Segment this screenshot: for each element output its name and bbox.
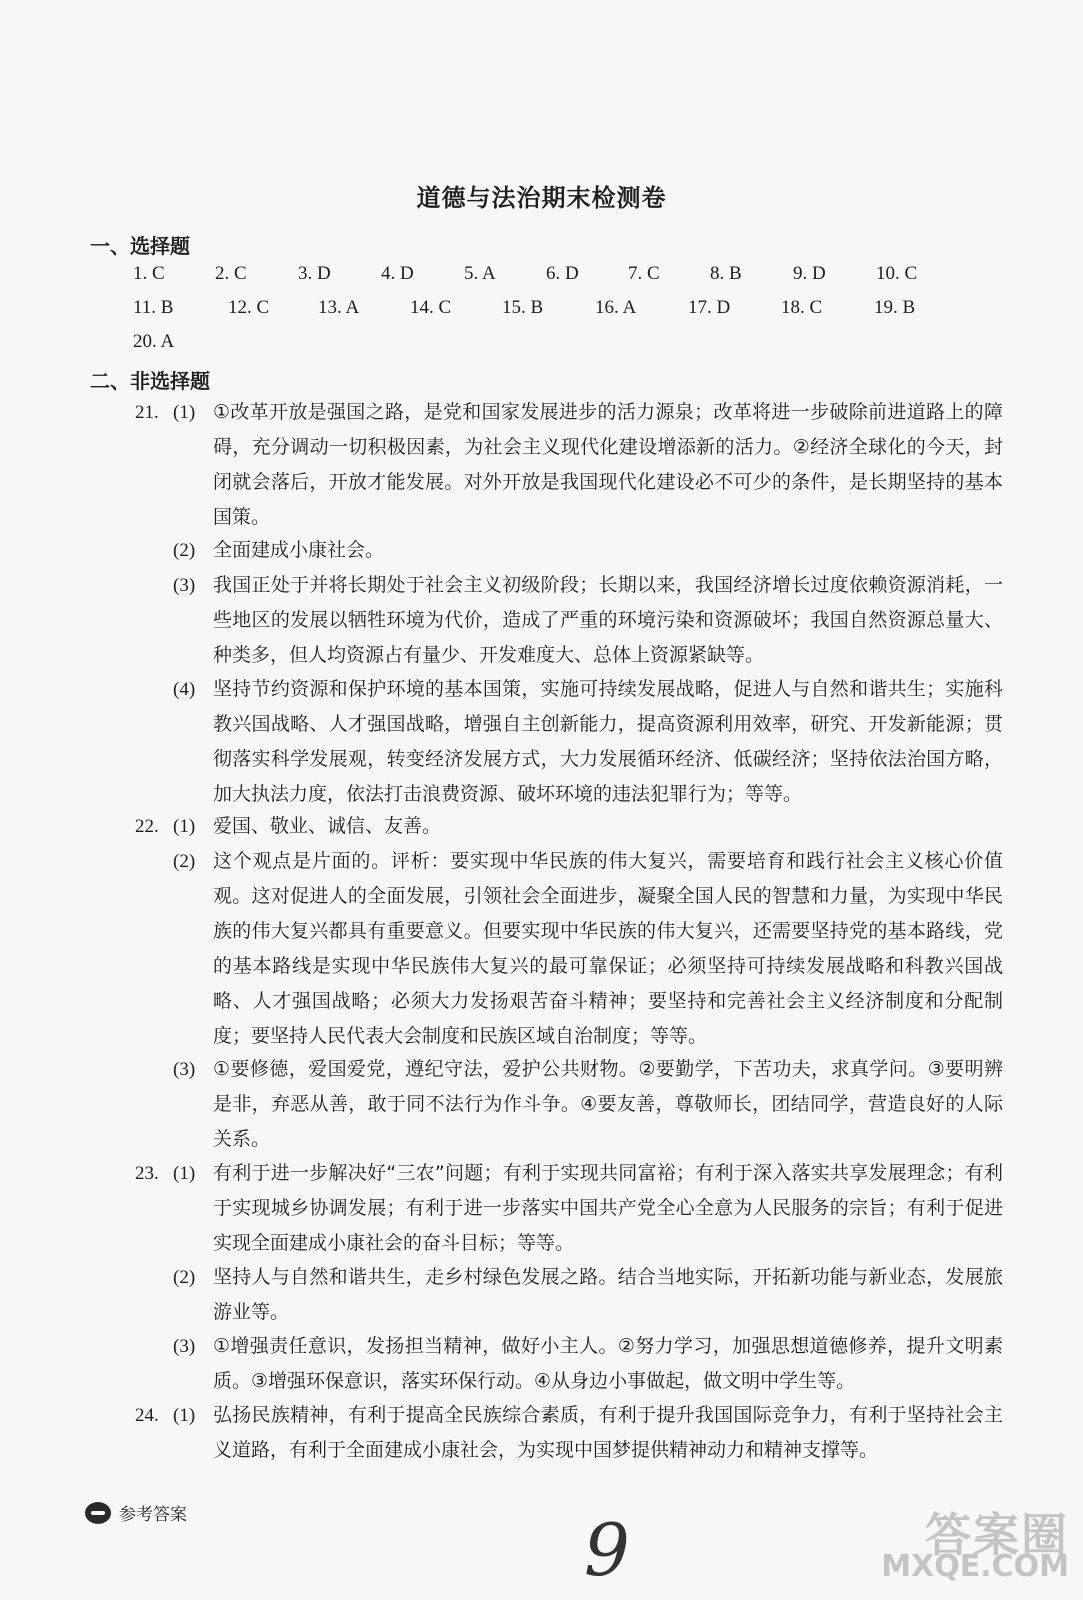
answer-text: ①改革开放是强国之路，是党和国家发展进步的活力源泉；改革将进一步破除前进道路上的障碍，充分调动一切积极因素，为社会主义现代化建设增添新的活力。②经济全球化的今天，封闭就会落后，开放才能发展。对外开放是我国现代化建设必不可少的条件，是长期坚持的基本国策。 [213, 401, 1003, 528]
answer-text: 爱国、敬业、诚信、友善。 [213, 815, 442, 837]
choice-answer: 8. B [710, 263, 742, 284]
footer [85, 1500, 187, 1525]
choice-answer: 12. C [228, 297, 270, 318]
answer-text: ①要修德，爱国爱党，遵纪守法，爱护公共财物。②要勤学，下苦功夫，求真学问。③要明辨是非，弃恶从善，敢于同不法行为作斗争。④要友善，尊敬师长，团结同学，营造良好的人际关系。 [213, 1058, 1003, 1150]
choice-answer: 15. B [502, 297, 544, 318]
choice-answer: 18. C [781, 297, 823, 318]
choice-answer: 5. A [464, 263, 496, 284]
answer-text: 坚持人与自然和谐共生，走乡村绿色发展之路。结合当地实际，开拓新功能与新业态，发展旅游业等。 [213, 1266, 1003, 1323]
watermark-en: MXQE.COM [881, 1549, 1069, 1584]
sub-label: (3) [173, 1059, 196, 1080]
question-number-21: 21. [135, 402, 159, 423]
sub-label: (1) [173, 1163, 196, 1184]
choice-answer: 13. A [318, 297, 360, 318]
sub-label: (1) [173, 1405, 196, 1426]
sub-label: (3) [173, 575, 196, 596]
page-title: 道德与法治期末检测卷 [416, 184, 667, 212]
choice-answer: 17. D [688, 297, 731, 318]
choice-answer: 11. B [133, 297, 174, 318]
choice-answer: 6. D [546, 263, 579, 284]
choice-answer: 3. D [298, 263, 331, 284]
choice-answer: 4. D [381, 263, 414, 284]
choice-answer: 16. A [595, 297, 637, 318]
answer-text: 坚持节约资源和保护环境的基本国策，实施可持续发展战略，促进人与自然和谐共生；实施科教兴国战略、人才强国战略，增强自主创新能力，提高资源利用效率，研究、开发新能源；贯彻落实科学发展观，转变经济发展方式，大力发展循环经济、低碳经济；坚持依法治国方略，加大执法力度，依法打击浪费资源、破坏环境的违法犯罪行为；等等。 [213, 678, 1003, 805]
sub-label: (2) [173, 540, 196, 561]
choice-answer: 20. A [133, 331, 175, 352]
choice-answer: 19. B [874, 297, 916, 318]
question-number-23: 23. [135, 1163, 159, 1184]
question-number-22: 22. [135, 816, 159, 837]
sub-label: (1) [173, 402, 196, 423]
answer-text: ①增强责任意识，发扬担当精神，做好小主人。②努力学习，加强思想道德修养，提升文明素质。③增强环保意识，落实环保行动。④从身边小事做起，做文明中学生等。 [213, 1335, 1003, 1392]
watermark-cn: 答案圈 [925, 1508, 1069, 1562]
answer-text: 这个观点是片面的。评析：要实现中华民族的伟大复兴，需要培育和践行社会主义核心价值观。这对促进人的全面发展，引领社会全面进步，凝聚全国人民的智慧和力量，为实现中华民族的伟大复兴都具有重要意义。但要实现中华民族的伟大复兴，还需要坚持党的基本路线，党的基本路线是实现中华民族伟大复兴的最可靠保证；必须坚持可持续发展战略和科教兴国战略、人才强国战略；必须大力发扬艰苦奋斗精神；要坚持和完善社会主义经济制度和分配制度；要坚持人民代表大会制度和民族区域自治制度；等等。 [213, 850, 1003, 1047]
sub-label: (1) [173, 816, 196, 837]
choice-answer: 9. D [793, 263, 826, 284]
choice-answer: 14. C [410, 297, 452, 318]
watermark-logo [869, 1499, 1069, 1584]
section-heading-choice: 一、选择题 [90, 234, 190, 258]
page-number: 9 [584, 1508, 630, 1592]
answer-text: 有利于进一步解决好“三农”问题；有利于实现共同富裕；有利于深入落实共享发展理念；有利于实现城乡协调发展；有利于进一步落实中国共产党全心全意为人民服务的宗旨；有利于促进实现全面建成小康社会的奋斗目标；等等。 [213, 1162, 1003, 1254]
sub-label: (2) [173, 851, 196, 872]
answer-text: 全面建成小康社会。 [213, 539, 385, 561]
choice-answer: 2. C [215, 263, 247, 284]
sub-label: (3) [173, 1336, 196, 1357]
choice-answer: 10. C [876, 263, 918, 284]
answer-text: 我国正处于并将长期处于社会主义初级阶段；长期以来，我国经济增长过度依赖资源消耗，一些地区的发展以牺牲环境为代价，造成了严重的环境污染和资源破坏；我国自然资源总量大、种类多，但人均资源占有量少、开发难度大、总体上资源紧缺等。 [213, 574, 1003, 666]
question-number-24: 24. [135, 1405, 159, 1426]
choice-answer: 7. C [628, 263, 660, 284]
choice-answer: 1. C [133, 263, 165, 284]
answer-text: 弘扬民族精神，有利于提高全民族综合素质，有利于提升我国国际竞争力，有利于坚持社会主义道路，有利于全面建成小康社会，为实现中国梦提供精神动力和精神支撑等。 [213, 1404, 1003, 1461]
footer-label: 参考答案 [119, 1505, 187, 1525]
sub-label: (2) [173, 1267, 196, 1288]
book-badge-icon [85, 1502, 111, 1524]
sub-label: (4) [173, 679, 196, 700]
section-heading-nonchoice: 二、非选择题 [90, 369, 210, 393]
